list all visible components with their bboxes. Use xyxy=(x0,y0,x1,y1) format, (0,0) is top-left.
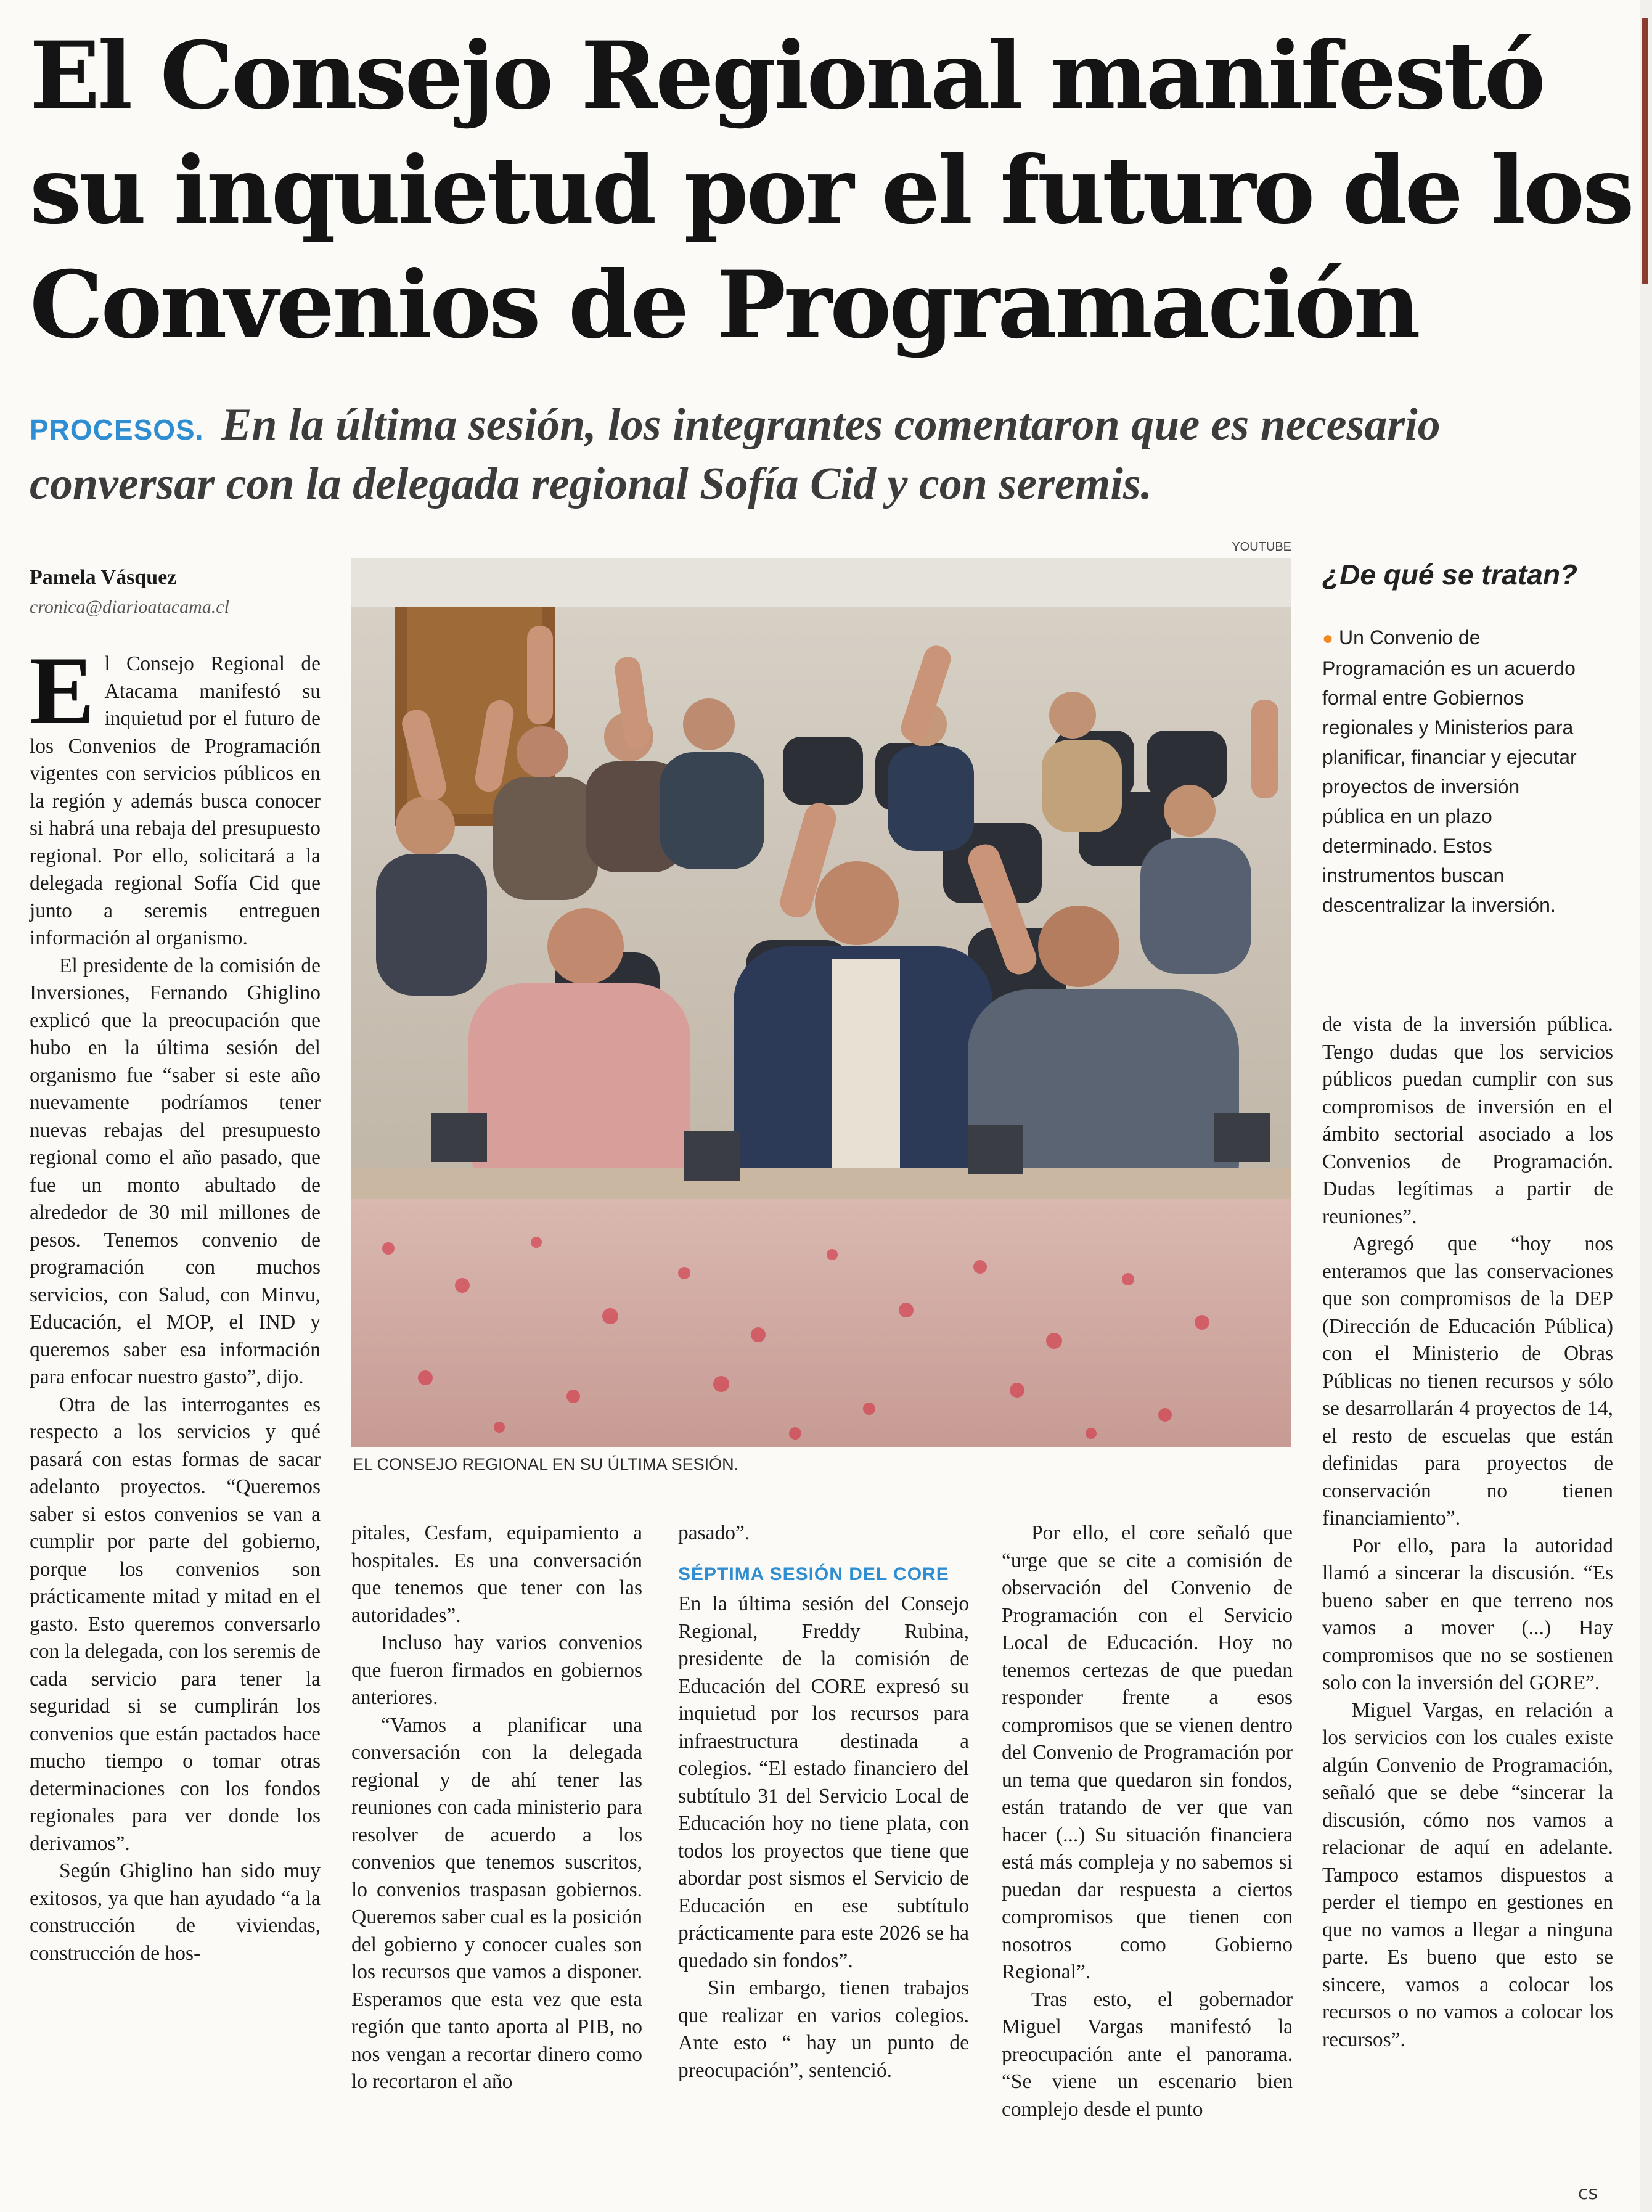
article-column-3 xyxy=(678,1520,969,2084)
paragraph: pitales, Cesfam, equipamiento a hospitales. Es una conversación que tenemos que tener con las autoridades”. xyxy=(351,1522,642,1627)
paragraph: “Vamos a planificar una conversación con la delegada regional y de ahí tener las reuniones con cada ministerio para resolver de acuerdo a los convenios que tenemos suscritos, lo convenios traspasan gobiernos. Queremos saber cual es la posición del gobierno y conocer cuales son los recursos que vamos a disponer. Esperamos que esta vez que esta región que tanto aporta al PIB, no nos vengan a recortar dinero como lo recortaron el año xyxy=(351,1713,642,2093)
adjacent-photo-edge xyxy=(1642,18,1648,284)
lead-text: En la última sesión, los integrantes comentaron que es necesario conversar con la delegada regional Sofía Cid y con seremis. xyxy=(30,399,1441,509)
drop-cap: E xyxy=(30,637,95,745)
sidebar-title: ¿De qué se tratan? xyxy=(1322,559,1578,591)
paragraph: Sin embargo, tienen trabajos que realizar en varios colegios. Ante esto “ hay un punto de preocupación”, sentenció. xyxy=(678,1976,969,2082)
paragraph: Por ello, para la autoridad llamó a sincerar la discusión. “Es bueno saber en que terreno nos vamos a mover (...) Hay compromisos que no se sostienen solo con la inversión del GORE”. xyxy=(1322,1534,1613,1694)
paragraph: En la última sesión del Consejo Regional, Freddy Rubina, presidente de la comisión de Educación del CORE expresó su inquietud por los recursos para infraestructura destinada a colegios. “El estado financiero del subtítulo 31 del Servicio Local de Educación hoy no tiene plata, con todos los proyectos que tiene que abordar post sismos el Servicio de Educación en ese subtítulo prácticamente para este 2026 se ha quedado sin fondos”. xyxy=(678,1592,969,1972)
council-session-photo xyxy=(351,558,1291,1447)
photo-illustration xyxy=(351,558,1291,1447)
paragraph: El Consejo Regional de Atacama manifestó su inquietud por el futuro de los Convenios de Programación vigentes con servicios públicos en la región y además busca conocer si habrá una rebaja del presupuesto regional. Por ello, solicitará a la delegada regional Sofía Cid que junto a seremis entreguen información al organismo. xyxy=(30,637,321,949)
lead-kicker: PROCESOS. xyxy=(30,414,204,446)
headline-line: El Consejo Regional manifestó xyxy=(30,22,1544,130)
paragraph: Miguel Vargas, en relación a los servicios con los cuales existe algún Convenio de Programación, señaló que se debe “sincerar la discusión, cómo nos vamos a relacionar de aquí en adelante. Tampoco estamos dispuestos a perder el tiempo en gestiones en que no vamos a llegar a ninguna parte. Es bueno que esto se sincere, vamos a colocar los recursos o no vamos a colocar los recursos”. xyxy=(1322,1698,1613,2051)
article-column-2 xyxy=(351,1520,642,2096)
article-column-1 xyxy=(30,637,321,1967)
paragraph: Según Ghiglino han sido muy exitosos, ya que han ayudado “a la construcción de viviendas, construcción de hos- xyxy=(30,1859,321,1965)
paragraph: Incluso hay varios convenios que fueron firmados en gobiernos anteriores. xyxy=(351,1631,642,1709)
paragraph: de vista de la inversión pública. Tengo dudas que los servicios públicos puedan cumplir con sus compromisos de inversión en el ámbito sectorial asociado a los Convenios de Programación. Dudas legítimas a partir de reuniones”. xyxy=(1322,1013,1613,1228)
photo-caption: EL CONSEJO REGIONAL EN SU ÚLTIMA SESIÓN. xyxy=(353,1455,739,1473)
headline-line: Convenios de Programación xyxy=(30,251,1418,359)
headline xyxy=(30,18,1632,363)
section-subhead: SÉPTIMA SESIÓN DEL CORE xyxy=(678,1563,949,1584)
adjacent-page-strip xyxy=(1640,0,1652,2212)
photo-credit: YOUTUBE xyxy=(1232,540,1291,554)
paragraph: Tras esto, el gobernador Miguel Vargas manifestó la preocupación ante el panorama. “Se viene un escenario bien complejo desde el punto xyxy=(1002,1988,1293,2121)
paragraph: El presidente de la comisión de Inversiones, Fernando Ghiglino explicó que la preocupación que hubo en la última sesión del organismo fue “saber si este año nuevamente podríamos tener nuevas rebajas del presupuesto regional como el año pasado, que fue un monto abultado de alrededor de 30 mil millones de pesos. Tenemos convenio de programación con muchos servicios, con Salud, con Minvu, Educación, el MOP, el IND y queremos saber esa información para enfocar nuestro gasto”, dijo. xyxy=(30,954,321,1388)
bullet-dot-icon: ● xyxy=(1322,628,1334,649)
lead-paragraph xyxy=(30,398,1521,511)
byline-email[interactable]: cronica@diarioatacama.cl xyxy=(30,597,229,617)
end-of-article-mark: cs xyxy=(1578,2182,1598,2204)
article-column-4 xyxy=(1002,1520,1293,2123)
headline-line: su inquietud por el futuro de los xyxy=(30,136,1632,245)
paragraph: Otra de las interrogantes es respecto a los servicios y qué pasará con estas formas de sacar adelanto proyectos. “Queremos saber si estos convenios se van a cumplir por parte del gobierno, porque los convenios son prácticamente mitad y mitad en el gasto. Esto queremos conversarlo con la delegada, con los seremis de cada servicio para tener la seguridad si se cumplirán los convenios que están pactados hace mucho tiempo o tomar otras determinaciones con los fondos regionales para ver donde los derivamos”. xyxy=(30,1393,321,1855)
paragraph: pasado”. xyxy=(678,1522,750,1544)
paragraph: Agregó que “hoy nos enteramos que las conservaciones que son compromisos de la DEP (Dirección de Educación Pública) con el Ministerio de Obras Públicas no tienen recursos y sólo se desarrollarán 4 proyectos de 14, el resto de escuelas que están definidas para proyectos de conservación no tienen financiamiento”. xyxy=(1322,1232,1613,1530)
byline-author: Pamela Vásquez xyxy=(30,566,177,589)
article-column-5 xyxy=(1322,1011,1613,2054)
paragraph: Por ello, el core señaló que “urge que se cite a comisión de observación del Convenio de Programación con el Servicio Local de Educación. Hoy no tenemos certezas de que puedan responder frente a esos compromisos que se vienen dentro del Convenio de Programación por un tema que quedaron sin fondos, están tratando de ver que van hacer (...) Su situación financiera está más compleja y no sabemos si puedan dar respuesta a ciertos compromisos que tienen con nosotros como Gobierno Regional”. xyxy=(1002,1522,1293,1983)
sidebar-text: ● Un Convenio de Programación es un acuerdo formal entre Gobiernos regionales y Ministerios para planificar, financiar y ejecutar proyectos de inversión pública en un plazo determinado. Estos instrumentos buscan descentralizar la inversión. xyxy=(1322,626,1577,916)
